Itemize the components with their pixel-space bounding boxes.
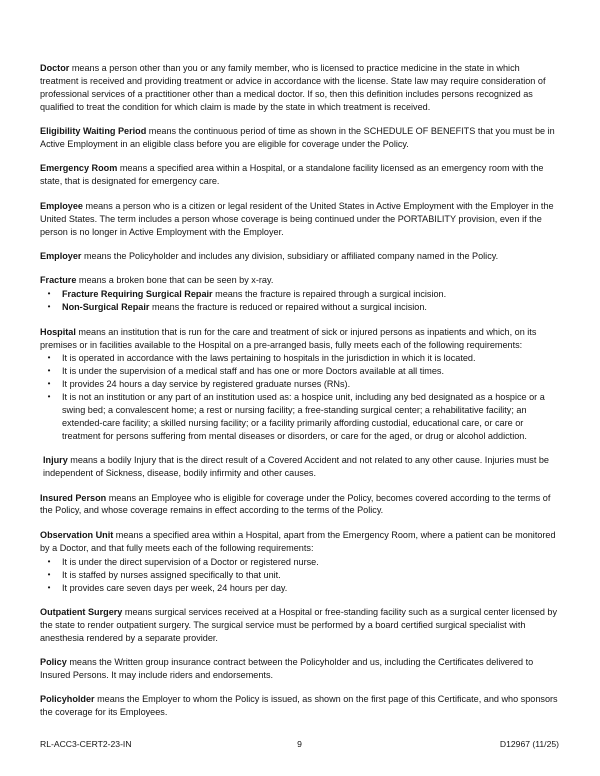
definition-text: means a specified area within a Hospital, or a standalone facility licensed as an emergency room with the state, that is designated for emergency care. [40,163,544,187]
list-item [40,288,559,301]
definition-outpatient-surgery [40,606,559,645]
bullet-icon: • [47,302,51,312]
definition-hospital [40,326,559,352]
footer-document-code: D12967 (11/25) [499,739,559,749]
definition-policyholder [40,693,559,719]
definition-text: means a broken bone that can be seen by x-ray. [76,275,274,286]
list-item [40,378,559,391]
definition-doctor [40,62,559,114]
definition-text: means a bodily Injury that is the direct result of a Covered Accident and not related to any other cause. Injuries must be independent of Sickness, disease, bodily infirmity and other causes. [43,455,549,479]
definition-term: Eligibility Waiting Period [40,126,147,137]
list-item [40,582,559,595]
definition-term: Policyholder [40,694,95,705]
definition-text: means surgical services received at a Hospital or free-standing facility such as a surgical center licensed by the state to render outpatient surgery. The surgical service must be performed by a board certified surgical specialist with anesthesia rendered by a separate provider. [40,606,558,643]
bullet-icon: • [47,366,51,376]
list-item [40,569,559,582]
definition-eligibility-waiting-period [40,125,559,151]
hospital-bullet-list [40,352,559,442]
bullet-icon: • [47,379,51,389]
definition-fracture [40,274,559,287]
definition-term: Fracture [40,275,77,286]
bullet-icon: • [47,289,51,299]
definition-text: means the Written group insurance contract between the Policyholder and us, including the Certificates delivered to Insured Persons. It may include riders and endorsements. [40,657,534,681]
definition-term: Hospital [40,326,76,337]
definition-insured-person [40,492,559,518]
definition-term: Policy [40,657,67,668]
definition-term: Outpatient Surgery [40,606,123,617]
bullet-text: It provides care seven days per week, 24 hours per day. [62,582,288,593]
observation-unit-bullet-list [40,556,559,595]
list-item [40,301,559,314]
definition-term: Employee [40,200,83,211]
bullet-text: It provides 24 hours a day service by registered graduate nurses (RNs). [62,379,351,390]
bullet-text: means the fracture is repaired through a surgical incision. [212,289,447,300]
definition-term: Doctor [40,63,70,73]
definition-employer [40,250,559,263]
definition-term: Observation Unit [40,529,114,540]
bullet-icon: • [47,582,51,592]
bullet-icon: • [47,569,51,579]
bullet-text: It is under the supervision of a medical staff and has one or more Doctors available at all times. [62,366,444,377]
definition-term: Insured Person [40,492,107,503]
bullet-icon: • [47,353,51,363]
definition-text: means an Employee who is eligible for coverage under the Policy, becomes covered according to the terms of the Policy, and whose coverage remains in effect according to the terms of the Policy. [40,492,551,516]
definition-text: means the continuous period of time as shown in the SCHEDULE OF BENEFITS that you must be in Active Employment in an eligible class before you are eligible for coverage under the Policy. [40,126,555,150]
definition-injury [40,454,559,480]
definition-text: means a person who is a citizen or legal resident of the United States in Active Employment with the Employer in the United States. The term includes a person whose coverage is being continued under the PORTABILITY provision, even if the person is no longer in Active Employment with the Employer. [40,200,554,237]
definition-text: means the Employer to whom the Policy is issued, as shown on the first page of this Certificate, and who sponsors the coverage for its Employees. [40,694,558,718]
bullet-icon: • [47,392,51,402]
footer-form-number: RL-ACC3-CERT2-23-IN [40,739,132,749]
bullet-text: It is under the direct supervision of a Doctor or registered nurse. [62,556,319,567]
document-body [40,62,559,731]
list-item [40,556,559,569]
definition-term: Employer [40,250,82,261]
definition-emergency-room [40,162,559,188]
bullet-text: means the fracture is reduced or repaired without a surgical incision. [149,302,427,313]
bullet-text: It is operated in accordance with the laws pertaining to hospitals in the jurisdiction in which it is located. [62,353,476,364]
list-item [40,365,559,378]
definition-policy [40,656,559,682]
list-item [40,391,559,443]
bullet-term: Fracture Requiring Surgical Repair [62,289,213,300]
bullet-icon: • [47,556,51,566]
fracture-bullet-list [40,288,559,314]
bullet-term: Non-Surgical Repair [62,302,150,313]
list-item [40,352,559,365]
footer-page-number: 9 [297,739,302,749]
definition-term: Emergency Room [40,163,118,174]
definition-text: means a person other than you or any family member, who is licensed to practice medicine in the state in which treatment is received and providing treatment or advice in accordance with the license. State law may require consideration of professional services of a practitioner other than a medical doctor. If so, then this definition includes persons recognized as qualified to treat the condition for which claim is made by the state in which treatment is received. [40,63,546,112]
definition-term: Injury [43,455,68,466]
definition-employee [40,200,559,239]
bullet-text: It is not an institution or any part of an institution used as: a hospice unit, including any bed designated as a hospice or a swing bed; a convalescent home; a rest or nursing facility; a free-standing surgical center; a rehabilitative facility; an extended-care facility; a skilled nursing facility; or a facility primarily affording custodial, educational care, or care or treatment for persons suffering from mental diseases or disorders, or care for the aged, or drug or alcohol addiction. [62,392,545,441]
definition-text: means the Policyholder and includes any division, subsidiary or affiliated company named in the Policy. [81,250,499,261]
definition-text: means an institution that is run for the care and treatment of sick or injured persons as inpatients and which, on its premises or in facilities available to the Hospital on a pre-arranged basis, fully meets each of the following requirements: [40,326,537,350]
definition-observation-unit [40,529,559,555]
definition-text: means a specified area within a Hospital, apart from the Emergency Room, where a patient can be monitored by a Doctor, and that fully meets each of the following requirements: [40,529,556,553]
bullet-text: It is staffed by nurses assigned specifically to that unit. [62,569,281,580]
